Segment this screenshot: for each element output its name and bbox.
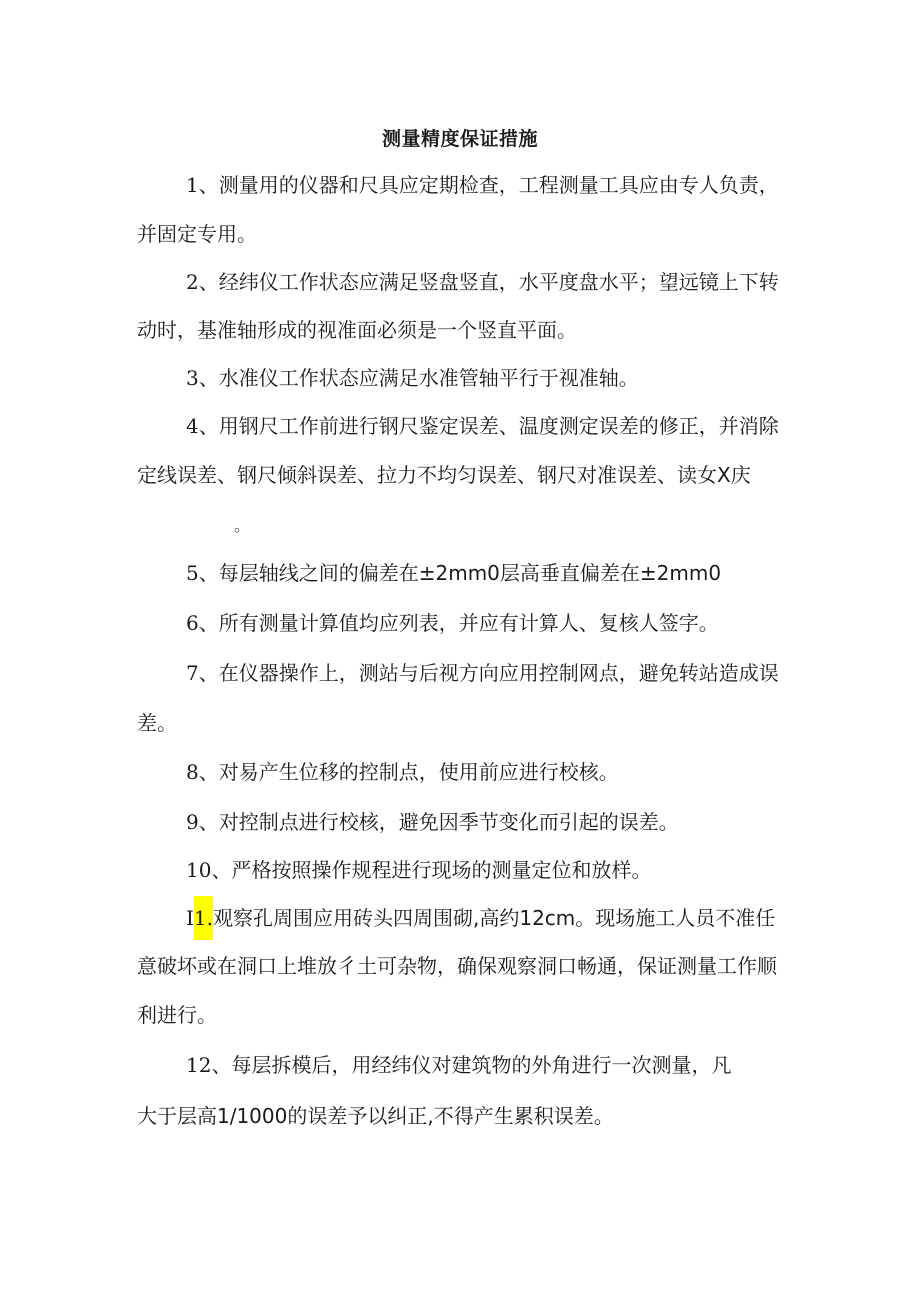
item-7-first-line: [186, 661, 779, 685]
item-11-number-highlight: 1.: [194, 896, 213, 940]
item-4-number: 4: [186, 414, 199, 438]
item-9-first-line: [186, 810, 679, 834]
item-12-first-line: [186, 1053, 731, 1077]
item-12-number: 12: [186, 1053, 212, 1077]
item-5-number: 5: [186, 561, 199, 585]
item-5-text: 、每层轴线之间的偏差在±2mm0层高垂直偏差在±2mm0: [198, 561, 722, 585]
item-11-number-prefix: I: [186, 906, 194, 930]
item-5-first-line: [186, 561, 721, 585]
item-8-text: 、对易产生位移的控制点，使用前应进行校核。: [198, 760, 619, 784]
item-7-text: 、在仪器操作上，测站与后视方向应用控制网点，避免转站造成误: [198, 661, 779, 685]
item-6-text: 、所有测量计算值均应列表，并应有计算人、复核人签字。: [198, 611, 719, 635]
item-8-number: 8: [186, 760, 199, 784]
item-8-first-line: [186, 760, 619, 784]
item-2-first-line: [186, 270, 779, 294]
item-3-first-line: [186, 366, 639, 390]
item-1-continuation: 并固定专用。: [137, 222, 257, 246]
item-9-number: 9: [186, 810, 199, 834]
item-4-text: 、用钢尺工作前进行钢尺鉴定误差、温度测定误差的修正，并消除: [198, 414, 779, 438]
item-4-trailing-mark: 。: [234, 516, 251, 535]
item-1-text: 、测量用的仪器和尺具应定期检查，工程测量工具应由专人负责，: [198, 173, 779, 197]
item-10-first-line: [186, 858, 651, 882]
item-4-first-line: [186, 414, 779, 438]
item-3-number: 3: [186, 366, 199, 390]
item-2-text: 、经纬仪工作状态应满足竖盘竖直，水平度盘水平；望远镜上下转: [198, 270, 779, 294]
item-10-number: 10: [186, 858, 212, 882]
item-11-first-line: [186, 906, 775, 930]
item-9-text: 、对控制点进行校核，避免因季节变化而引起的误差。: [198, 810, 679, 834]
item-12-text: 、每层拆模后，用经纬仪对建筑物的外角进行一次测量，凡: [211, 1053, 732, 1077]
item-6-first-line: [186, 611, 719, 635]
item-1-number: 1: [186, 173, 199, 197]
item-7-number: 7: [186, 661, 199, 685]
item-2-number: 2: [186, 270, 199, 294]
item-4-continuation: 定线误差、钢尺倾斜误差、拉力不均匀误差、钢尺对准误差、读女X庆: [137, 463, 751, 487]
item-11-continuation-1: 意破坏或在洞口上堆放彳土可杂物，确保观察洞口畅通，保证测量工作顺: [137, 954, 777, 978]
item-12-continuation: 大于层高1/1000的误差予以纠正,不得产生累积误差。: [137, 1104, 614, 1128]
item-1-first-line: [186, 173, 779, 197]
page-title: 测量精度保证措施: [381, 128, 538, 150]
item-6-number: 6: [186, 611, 199, 635]
item-10-text: 、严格按照操作规程进行现场的测量定位和放样。: [211, 858, 652, 882]
item-11-text: 观察孔周围应用砖头四周围砌,高约12cm。现场施工人员不准任: [213, 906, 776, 930]
item-2-continuation: 动时，基准轴形成的视准面必须是一个竖直平面。: [137, 318, 577, 342]
item-3-text: 、水准仪工作状态应满足水准管轴平行于视准轴。: [198, 366, 639, 390]
item-11-continuation-2: 利进行。: [137, 1003, 217, 1027]
item-7-continuation: 差。: [137, 711, 177, 735]
